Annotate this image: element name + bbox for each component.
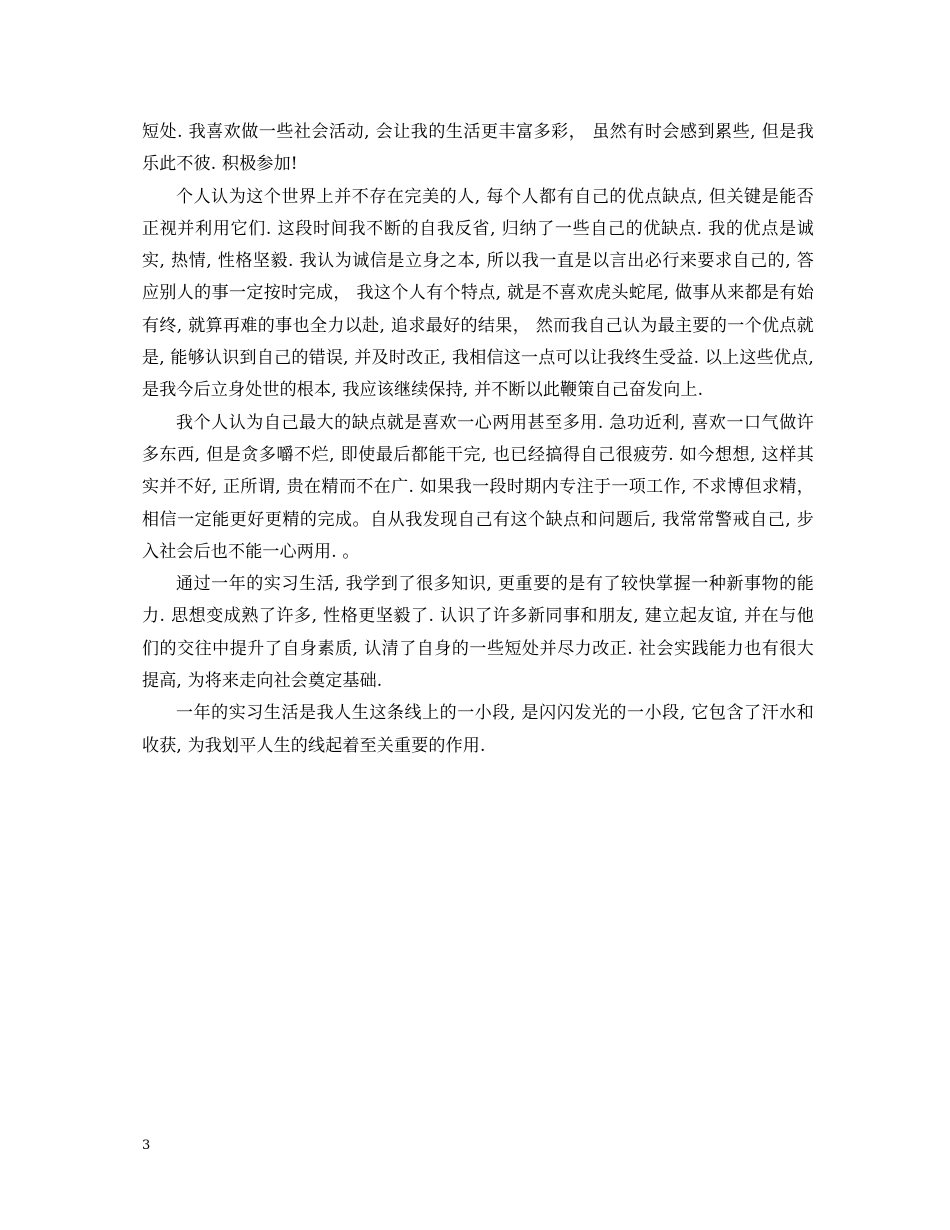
page-number: 3 <box>142 1138 151 1153</box>
paragraph-conclusion: 一年的实习生活是我人生这条线上的一小段, 是闪闪发光的一小段, 它包含了汗水和收获, 为我划平人生的线起着至关重要的作用. <box>142 703 814 756</box>
paragraph-strengths: 个人认为这个世界上并不存在完美的人, 每个人都有自己的优点缺点, 但关键是能否正视并利用它们. 这段时间我不断的自我反省, 归纳了一些自己的优缺点. 我的优点是诚实, 热情, 性格坚毅. 我认为诚信是立身之本, 所以我一直是以言出必行来要求自己的, 答应别人的事一定按时完成， 我这个人有个特点, 就是不喜欢虎头蛇尾, 做事从来都是有始有终, 就算再难的事也全力以赴, 追求最好的结果， 然而我自己认为最主要的一个优点就是, 能够认识到自己的错误, 并及时改正, 我相信这一点可以让我终生受益. 以上这些优点, 是我今后立身处世的根本, 我应该继续保持, 并不断以此鞭策自己奋发向上. <box>142 186 814 401</box>
paragraph-weaknesses: 我个人认为自己最大的缺点就是喜欢一心两用甚至多用. 急功近利, 喜欢一口气做许多东西, 但是贪多嚼不烂, 即使最后都能干完, 也已经搞得自己很疲劳. 如今想想, 这样其实并不好, 正所谓, 贵在精而不在广. 如果我一段时期内专注于一项工作, 不求博但求精， 相信一定能更好更精的完成。自从我发现自己有这个缺点和问题后, 我常常警戒自己, 步入社会后也不能一心两用. 。 <box>142 412 814 562</box>
paragraph-continuation: 短处. 我喜欢做一些社会活动, 会让我的生活更丰富多彩， 虽然有时会感到累些, 但是我乐此不彼. 积极参加! <box>142 122 814 175</box>
paragraph-gains: 通过一年的实习生活, 我学到了很多知识, 更重要的是有了较快掌握一种新事物的能力. 思想变成熟了许多, 性格更坚毅了. 认识了许多新同事和朋友, 建立起友谊, 并在与他们的交往中提升了自身素质, 认清了自身的一些短处并尽力改正. 社会实践能力也有很大提高, 为将来走向社会奠定基础. <box>142 574 814 692</box>
document-body <box>142 116 814 762</box>
